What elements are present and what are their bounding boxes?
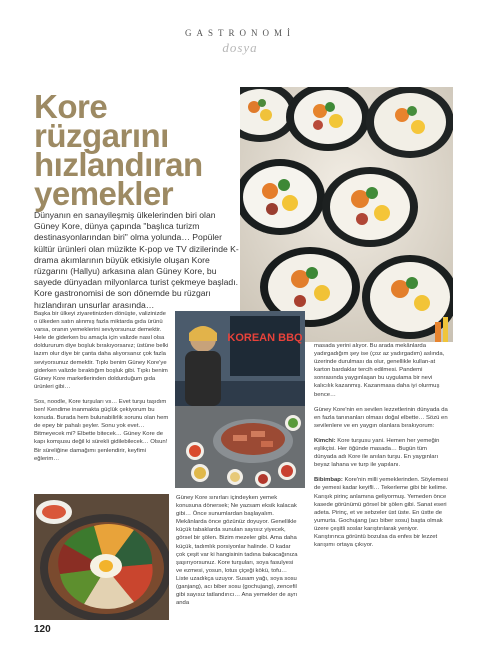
body-paragraph: Güney Kore'nin en sevilen lezzetlerinin dünyada da en fazla tanınanları olması doğal elbette… Sözü en sevilenlere ve en yaygın olanlara bırakıyorum: [314, 406, 448, 429]
bibimbap-paragraph [314, 476, 449, 549]
kimchi-paragraph [314, 437, 449, 469]
bibimbap-text: Kore'nin milli yemeklerinden. Söylemesi de yemesi kadar keyifli… Tekerleme gibi bir kelime. Karışık pirinç anlamına geliyormuş. Yemeden önce kasede görünümü görsel bir şölen gibi. Sanat eseri adeta. Pirinç, et ve sebzeler üst üste. En üstte de yumurta. Gochujang (acı biber sosu) başta olmak üzere çeşitli soslar karıştırılarak yeniyor. Karıştırınca görüntü bozulsa da enfes bir lezzet karışımı ortaya çıkıyor. [314, 477, 449, 549]
bibimbap-photo [34, 494, 169, 620]
body-paragraph: masada yerini alıyor. Bu arada mekânlarda yadırgadığım şey ise (çoz az yadırgadım) aslında, üzerinde durulması da olur, genellikle kullan-at karton bardaklar tercih edilmesi. Pandemi sonrasında yaygınlaşan bu uygulama bir nevi kalıcılık kazanmış. Kazanmasa daha iyi olurmuş bence… [314, 343, 445, 398]
kimbap-illustration [240, 87, 453, 342]
page-number: 120 [34, 624, 51, 635]
body-column-2 [176, 494, 301, 614]
section-title: GASTRONOMİ [184, 28, 295, 38]
body-paragraph: Güney Kore sınırları içindeyken yemek konusuna dönersek; Ne yazsam eksik kalacak gibi… Önce sunumlardan başlayalım. Mekânlarda önce gözünüz doyuyor. Genellikle küçük tabaklarda sunulan sayısız yiyecek, görsel bir şölen. Bizim mezeler gibi. Ama daha küçük, tadımlık porsiyonlar halinde. O kadar çok çeşit var ki hangisinin tadına bakacağınıza şaşırıyorsunuz. Kore turşuları, soya fasulyesi ve ezmesi, yosun, lotus çiçeği kökü, tofu… Liste uzadıkça uzuyor. Susam yağı, soya sosu (ganjang), acı biber sosu (gochujang), zencefil gibi sayısız tatlandırıcı… Ana yemekler de ayrı anda [176, 495, 298, 607]
bibimbap-illustration [34, 494, 169, 620]
bibimbap-label: Bibimbap: [314, 477, 343, 484]
restaurant-sign-text: KOREAN BBQ [227, 332, 303, 344]
kimchi-label: Kimchi: [314, 437, 336, 444]
article-intro: Dünyanın en sanayileşmiş ülkelerinden biri olan Güney Kore, dünya çapında "başlıca turizm destinasyonlarından biri" olma yolunda… Popüler kültür ürünleri olan müzikte K-pop ve TV dizilerinde K-drama akımlarının büyük etkisiyle oluşan Kore rüzgarını (Hallyu) arkasına alan Güney Kore, bu sayede dünyadan milyonlarca turist çekmeye başladı. Kore gastronomisi de son dönemde bu rüzgarı hızlandıran unsurlar arasında… [34, 210, 239, 310]
section-subtitle: dosya [222, 40, 258, 55]
body-column-3 [314, 342, 449, 556]
kimchi-text: Kore turşusu yani. Hemen her yemeğin eşlikçisi. Her öğünde masada… Bugün tüm dünyada adı Kore ile anılan turşu. En yaygınları beyaz lahana ve turp ile yapılanı. [314, 437, 440, 469]
restaurant-photo [175, 311, 305, 488]
article-headline: Kore rüzgarını hızlandıran yemekler [34, 88, 203, 212]
body-paragraph: Sos, noodle, Kore turşuları vs… Evet turşu taşıdım ben! Kendime inanmakta güçlük çekiyorum bu konuda. Burada hem bulunabilirlik sorunu olan hem de epey bir pahalı şeyler. Sonu yok evet… Bitmeyecek mi? Elbette bitecek… Güney Kore de kapı komşusu değil ki sürekli gidilebilecek… Olsun! Bir süreliğine damağımı şenlendirir, keyfimi eğlerim… [34, 398, 169, 462]
restaurant-illustration [175, 311, 305, 488]
kimbap-photo [240, 87, 453, 342]
body-column-1 [34, 310, 169, 470]
body-paragraph: Başka bir ülkeyi ziyaretinizden dönüşte, valizinizde o ülkeden satın alınmış fazla miktarda gıda ürünü varsa, oranın yemeklerini seviyorsunuz demektir. Hele de giderken bu amaçla için valizde nasıl olsa doldururum diye boşluk bırakıyorsanız; üstüne belki lazım olur diye bir çanta daha alıyorsanız çok fazla seviyorsunuz demektir. Tıpkı benim Güney Kore'ye giderken valizde bıraktığım boşluk gibi. Tıpkı benim Güney Kore marketlerinden doldurduğum gıda ürünleri gibi… [34, 311, 169, 390]
